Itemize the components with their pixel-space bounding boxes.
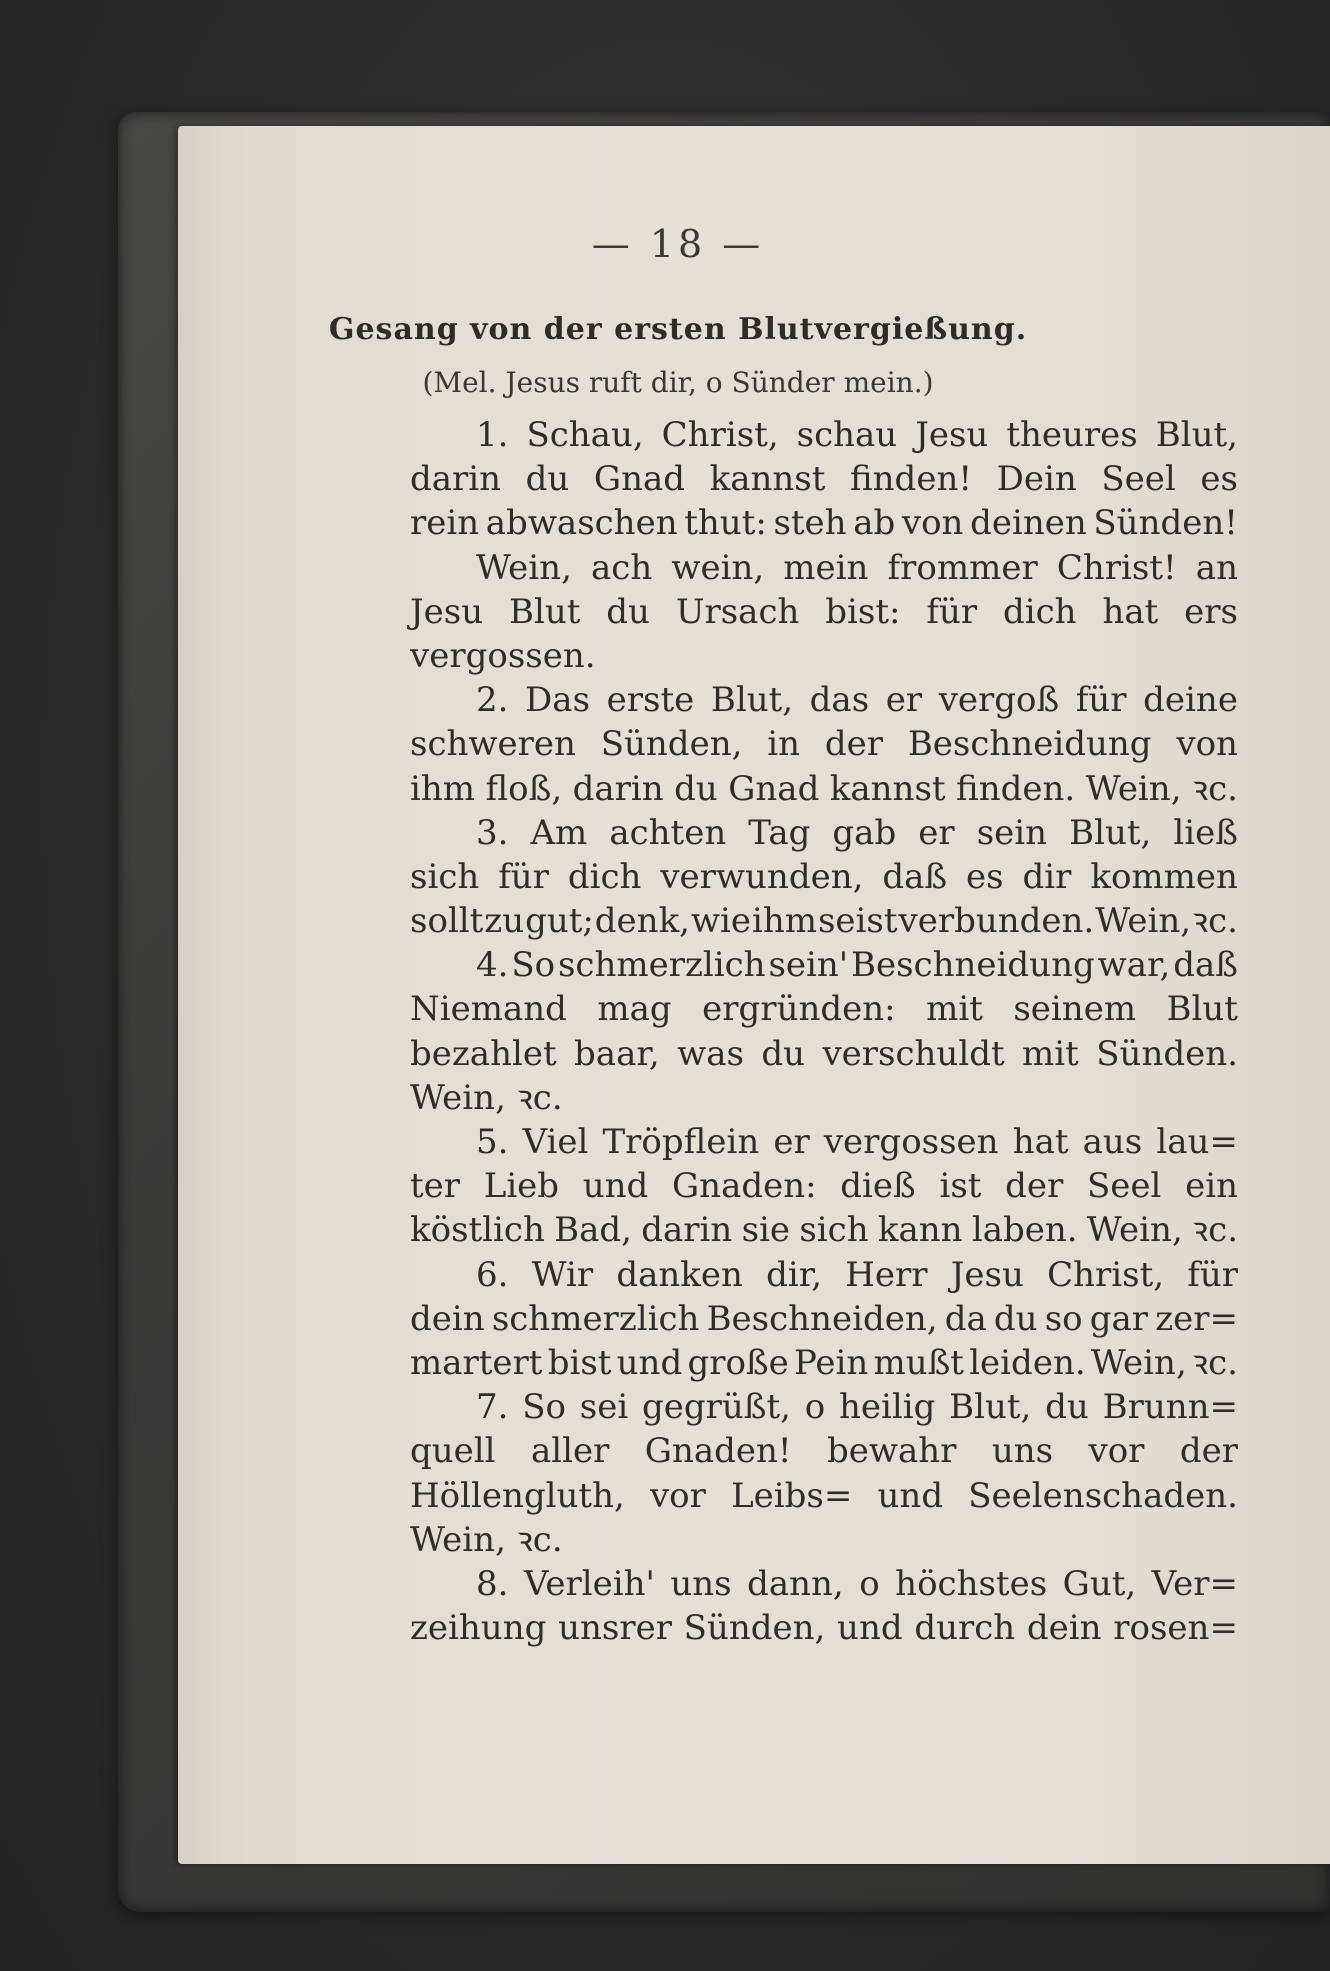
word: vergossen — [823, 1122, 999, 1162]
word: ꝛc. — [516, 1519, 563, 1560]
word: 5. — [476, 1122, 509, 1162]
word: theures — [1006, 415, 1138, 455]
word: der — [1005, 1166, 1064, 1207]
word: Seel — [1086, 1166, 1162, 1207]
text-line — [410, 811, 1238, 855]
word: ter — [410, 1166, 461, 1207]
word: mein — [783, 547, 869, 588]
word: bist — [547, 1342, 612, 1383]
word: verbunden. — [898, 901, 1095, 942]
word: und — [582, 1166, 649, 1207]
page-number: — 18 — — [591, 222, 765, 266]
melody-note: (Mel. Jesus ruft dir, o Sünder mein.) — [422, 366, 934, 399]
word: leiden. — [969, 1342, 1086, 1383]
word: Niemand — [410, 989, 567, 1030]
word: Ver= — [1151, 1563, 1238, 1604]
word: deine — [1143, 680, 1238, 721]
word: mit — [926, 989, 983, 1030]
word: denk, — [594, 901, 690, 942]
word: 1. — [476, 415, 509, 455]
word: sein' — [768, 945, 849, 986]
word: Brunn= — [1102, 1387, 1238, 1428]
word: mußt — [873, 1342, 964, 1383]
word: darin — [410, 459, 502, 500]
word: und — [877, 1475, 944, 1516]
word: mit — [1022, 1033, 1079, 1074]
hymn-text — [410, 413, 1238, 1650]
word: Seel — [1101, 459, 1176, 500]
word: er — [773, 1122, 810, 1162]
word: 4. — [476, 945, 509, 986]
word: aus — [1082, 1122, 1143, 1162]
word: Dein — [996, 459, 1077, 500]
word: für — [498, 856, 549, 897]
word: unsrer — [558, 1608, 672, 1649]
word: so — [1044, 1298, 1083, 1339]
word: für — [1075, 680, 1127, 721]
text-line — [410, 546, 1238, 590]
word: daß — [882, 856, 948, 897]
text-line — [410, 1606, 1238, 1650]
word: So — [511, 945, 556, 986]
word: Beschneidung — [907, 724, 1152, 765]
word: sei — [579, 1387, 629, 1428]
word: ers — [1184, 591, 1238, 632]
word: ꝛc. — [1192, 1210, 1238, 1251]
word: 8. — [476, 1563, 509, 1604]
word: bist: — [825, 591, 901, 632]
word: Pein — [793, 1342, 869, 1383]
word: dein — [1026, 1608, 1102, 1649]
text-line — [410, 1385, 1238, 1429]
word: Blut, — [1155, 415, 1238, 455]
word: dein — [410, 1298, 485, 1339]
word: danken — [616, 1254, 743, 1295]
word: Wein, — [476, 547, 572, 588]
word: dir, — [766, 1254, 823, 1295]
word: Gnad — [728, 768, 820, 809]
word: in — [767, 724, 801, 765]
word: daß — [1173, 945, 1238, 986]
word: o — [804, 1387, 826, 1428]
word: Blut — [1166, 989, 1238, 1030]
word: bewahr — [826, 1431, 957, 1472]
word: Blut, — [1069, 812, 1152, 853]
text-line — [410, 899, 1238, 943]
word: finden! — [849, 459, 973, 500]
word: du — [761, 1033, 806, 1074]
word: dann, — [747, 1563, 844, 1604]
text-line — [410, 1076, 1238, 1120]
word: frommer — [887, 547, 1038, 588]
word: schmerzlich — [491, 1298, 700, 1339]
word: von — [901, 503, 964, 544]
word: Viel — [522, 1122, 589, 1162]
word: Tröpflein — [602, 1122, 760, 1162]
word: Blut — [508, 591, 581, 632]
word: Christ, — [1047, 1254, 1165, 1295]
word: gut; — [525, 901, 594, 942]
word: zeihung — [410, 1608, 547, 1649]
word: der — [1179, 1431, 1238, 1472]
text-line — [410, 1429, 1238, 1473]
text-line — [410, 1562, 1238, 1606]
word: von — [1176, 724, 1238, 765]
word: Sünden! — [1093, 503, 1238, 544]
text-line — [410, 457, 1238, 501]
word: vergossen. — [410, 635, 596, 676]
word: ihm — [752, 901, 818, 942]
word: deinen — [970, 503, 1087, 544]
word: aller — [530, 1431, 610, 1472]
word: du — [993, 1298, 1038, 1339]
text-line — [410, 1474, 1238, 1518]
word: du — [1045, 1387, 1089, 1428]
word: sein — [976, 812, 1048, 853]
word: Bad, — [554, 1210, 632, 1251]
word: und — [616, 1342, 683, 1383]
word: wie — [690, 901, 752, 942]
word: kannst — [829, 768, 946, 809]
word: das — [809, 680, 870, 721]
text-line — [410, 634, 1238, 678]
word: kann — [877, 1210, 963, 1251]
word: er — [885, 680, 923, 721]
word: Christ! — [1056, 547, 1177, 588]
word: Sünden, — [683, 1608, 826, 1649]
text-line — [410, 1253, 1238, 1297]
word: da — [944, 1298, 987, 1339]
text-line — [410, 1120, 1238, 1164]
word: durch — [914, 1608, 1016, 1649]
word: hat — [1102, 591, 1159, 632]
word: schmerzlich — [557, 945, 766, 986]
page-content — [178, 126, 1330, 1864]
word: Wir — [531, 1254, 594, 1295]
word: baar, — [574, 1033, 660, 1074]
word: thut: — [684, 503, 767, 544]
word: sich — [410, 856, 480, 897]
word: an — [1195, 547, 1238, 588]
word: dich — [567, 856, 642, 897]
word: Herr — [845, 1254, 928, 1295]
word: Beschneiden, — [706, 1298, 938, 1339]
word: hat — [1012, 1122, 1069, 1162]
word: Gnaden! — [644, 1431, 792, 1472]
text-line — [410, 1518, 1238, 1562]
word: Am — [530, 812, 588, 853]
word: Gnaden: — [672, 1166, 817, 1207]
word: sollt — [410, 901, 484, 942]
word: was — [677, 1033, 744, 1074]
word: Seelenschaden. — [968, 1475, 1238, 1516]
text-line — [410, 1032, 1238, 1076]
word: uns — [991, 1431, 1054, 1472]
word: ihm — [410, 768, 476, 809]
word: verwunden, — [660, 856, 864, 897]
word: gar — [1089, 1298, 1149, 1339]
text-line — [410, 1208, 1238, 1252]
word: ꝛc. — [1192, 901, 1238, 942]
word: vergoß — [938, 680, 1060, 721]
word: du — [674, 768, 718, 809]
word: sie — [741, 1210, 791, 1251]
word: kannst — [709, 459, 826, 500]
word: Schau, — [526, 415, 644, 455]
word: höchstes — [895, 1563, 1048, 1604]
word: Tag — [748, 812, 811, 853]
word: So — [522, 1387, 566, 1428]
word: finden. — [956, 768, 1076, 809]
word: dieß — [840, 1166, 916, 1207]
word: Wein, — [1095, 901, 1192, 942]
word: dich — [1002, 591, 1077, 632]
word: ist — [939, 1166, 982, 1207]
book-page — [178, 126, 1330, 1864]
word: Wein, — [1085, 768, 1182, 809]
text-line — [410, 590, 1238, 634]
word: Das — [525, 680, 591, 721]
word: für — [1187, 1254, 1238, 1295]
word: Gnad — [593, 459, 686, 500]
word: quell — [410, 1431, 496, 1472]
word: Ursach — [675, 591, 800, 632]
word: zu — [484, 901, 525, 942]
word: ab — [853, 503, 896, 544]
word: 2. — [476, 680, 509, 721]
word: vor — [1088, 1431, 1145, 1472]
word: Leibs= — [731, 1475, 853, 1516]
word: es — [1200, 459, 1238, 500]
word: rein — [410, 503, 480, 544]
word: sich — [799, 1210, 869, 1251]
word: gab — [832, 812, 897, 853]
word: lau= — [1156, 1122, 1238, 1162]
word: gegrüßt, — [641, 1387, 791, 1428]
word: Jesu — [410, 591, 484, 632]
word: vor — [649, 1475, 706, 1516]
word: der — [824, 724, 883, 765]
word: war, — [1097, 945, 1171, 986]
word: schweren — [410, 724, 576, 765]
word: martert — [410, 1342, 543, 1383]
text-line — [410, 855, 1238, 899]
text-line — [410, 1164, 1238, 1208]
word: Sünden. — [1096, 1033, 1238, 1074]
word: ließ — [1173, 812, 1238, 853]
text-line — [410, 767, 1238, 811]
word: köstlich — [410, 1210, 545, 1251]
word: er — [918, 812, 955, 853]
word: Höllengluth, — [410, 1475, 625, 1516]
word: Wein, — [410, 1519, 517, 1560]
word: du — [606, 591, 650, 632]
word: dir — [1022, 856, 1072, 897]
word: zer= — [1155, 1298, 1238, 1339]
text-line — [410, 1341, 1238, 1385]
word: seist — [817, 901, 898, 942]
word: abwaschen — [485, 503, 678, 544]
word: Beschneidung — [851, 945, 1095, 986]
word: Jesu — [950, 1254, 1024, 1295]
word: Christ, — [661, 415, 779, 455]
word: 6. — [476, 1254, 509, 1295]
word: für — [926, 591, 978, 632]
word: mag — [597, 989, 672, 1030]
word: ein — [1185, 1166, 1238, 1207]
text-line — [410, 722, 1238, 766]
word: seinem — [1013, 989, 1137, 1030]
word: ꝛc. — [1191, 1342, 1238, 1383]
word: Wein, — [410, 1077, 517, 1118]
word: darin — [641, 1210, 733, 1251]
word: achten — [609, 812, 727, 853]
text-line — [410, 1297, 1238, 1341]
word: ꝛc. — [516, 1077, 563, 1118]
hymn-title: Gesang von der ersten Blutvergießung. — [328, 312, 1028, 347]
word: laben. — [971, 1210, 1078, 1251]
word: kommen — [1090, 856, 1238, 897]
word: Wein, — [1090, 1342, 1187, 1383]
word: und — [837, 1608, 903, 1649]
word: bezahlet — [410, 1033, 557, 1074]
word: Verleih' — [523, 1563, 655, 1604]
word: darin — [572, 768, 664, 809]
text-line — [410, 501, 1238, 545]
word: o — [859, 1563, 880, 1604]
word: Jesu — [915, 415, 989, 455]
word: verschuldt — [822, 1033, 1005, 1074]
word: Sünden, — [600, 724, 743, 765]
text-line — [410, 987, 1238, 1031]
word: ergründen: — [702, 989, 896, 1030]
word: Blut, — [710, 680, 794, 721]
word: steh — [773, 503, 847, 544]
word: 3. — [476, 812, 509, 853]
word: erste — [606, 680, 695, 721]
word: rosen= — [1113, 1608, 1238, 1649]
word: es — [966, 856, 1004, 897]
text-line — [410, 678, 1238, 722]
word: 7. — [476, 1387, 509, 1428]
word: Lieb — [483, 1166, 560, 1207]
word: floß, — [485, 768, 563, 809]
word: ꝛc. — [1191, 768, 1238, 809]
text-line — [410, 943, 1238, 987]
word: Gut, — [1062, 1563, 1137, 1604]
text-line — [410, 413, 1238, 457]
word: schau — [796, 415, 898, 455]
word: wein, — [671, 547, 765, 588]
word: ach — [591, 547, 653, 588]
word: uns — [670, 1563, 732, 1604]
word: große — [687, 1342, 789, 1383]
word: du — [525, 459, 570, 500]
word: heilig — [838, 1387, 936, 1428]
word: Blut, — [949, 1387, 1032, 1428]
word: Wein, — [1086, 1210, 1183, 1251]
